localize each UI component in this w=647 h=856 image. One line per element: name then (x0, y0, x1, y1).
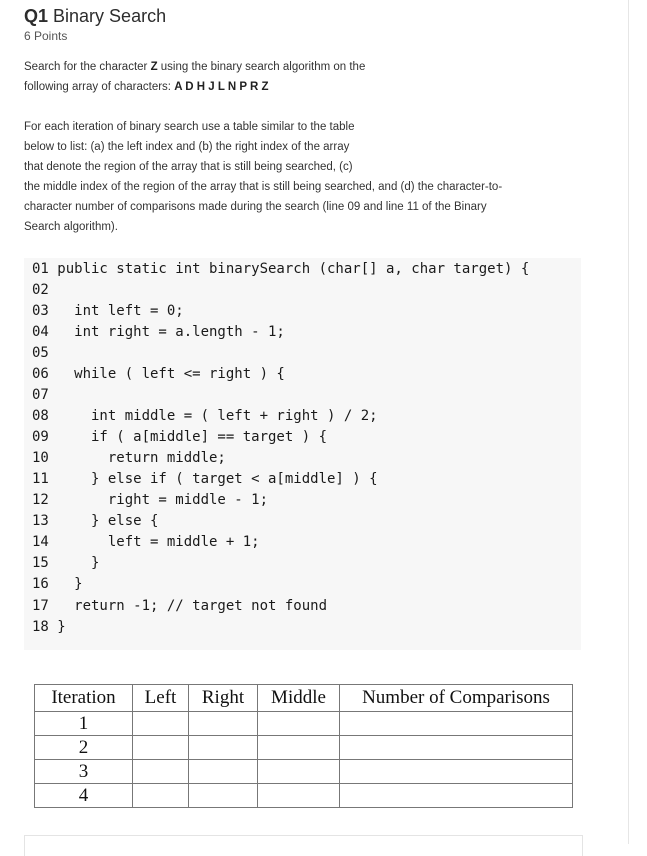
column-header: Right (189, 685, 258, 712)
code-line: 15 } (32, 555, 100, 571)
panel-divider (628, 0, 629, 844)
left-cell (133, 712, 189, 736)
column-header: Number of Comparisons (340, 685, 573, 712)
comparisons-cell (340, 784, 573, 808)
question-number: Q1 (24, 6, 49, 26)
left-cell (133, 760, 189, 784)
instruction-line: Search algorithm). (24, 221, 118, 233)
table-header-row (35, 685, 573, 712)
code-line: 04 int right = a.length - 1; (32, 324, 285, 340)
code-line: 12 right = middle - 1; (32, 492, 269, 508)
table-row (35, 784, 573, 808)
code-line: 08 int middle = ( left + right ) / 2; (32, 408, 378, 424)
intro-line-2: following array of characters: A D H J L N P R Z (24, 81, 269, 93)
code-line: 06 while ( left <= right ) { (32, 366, 285, 382)
table-row (35, 712, 573, 736)
code-line: 11 } else if ( target < a[middle] ) { (32, 471, 378, 487)
right-cell (189, 712, 258, 736)
instruction-line: that denote the region of the array that is still being searched, (c) (24, 161, 353, 173)
comparisons-cell (340, 712, 573, 736)
instruction-line: character number of comparisons made during the search (line 09 and line 11 of the Binary (24, 201, 487, 213)
intro-line-1: Search for the character Z using the binary search algorithm on the (24, 61, 366, 73)
code-line: 07 (32, 387, 49, 403)
code-line: 17 return -1; // target not found (32, 598, 328, 614)
middle-cell (258, 712, 340, 736)
left-cell (133, 736, 189, 760)
iteration-table (34, 684, 573, 808)
column-header: Iteration (35, 685, 133, 712)
target-character: Z (150, 61, 158, 73)
code-line: 10 return middle; (32, 450, 226, 466)
character-array: A D H J L N P R Z (174, 81, 269, 93)
table-row (35, 760, 573, 784)
left-cell (133, 784, 189, 808)
answer-box[interactable] (24, 835, 583, 856)
code-line: 13 } else { (32, 513, 159, 529)
right-cell (189, 736, 258, 760)
iteration-cell: 1 (35, 712, 133, 736)
instruction-line: below to list: (a) the left index and (b) the right index of the array (24, 141, 350, 153)
middle-cell (258, 784, 340, 808)
iteration-cell: 2 (35, 736, 133, 760)
code-block (24, 258, 581, 650)
middle-cell (258, 760, 340, 784)
code-line: 16 } (32, 576, 83, 592)
column-header: Left (133, 685, 189, 712)
instruction-line: the middle index of the region of the array that is still being searched, and (d) the character-to- (24, 181, 503, 193)
code-line: 09 if ( a[middle] == target ) { (32, 429, 328, 445)
question-heading (24, 6, 166, 27)
right-cell (189, 760, 258, 784)
intro-paragraph (24, 57, 365, 97)
middle-cell (258, 736, 340, 760)
code-line: 14 left = middle + 1; (32, 534, 260, 550)
iteration-table-wrapper (34, 684, 573, 808)
iteration-cell: 3 (35, 760, 133, 784)
iteration-cell: 4 (35, 784, 133, 808)
table-row (35, 736, 573, 760)
column-header: Middle (258, 685, 340, 712)
comparisons-cell (340, 736, 573, 760)
question-points: 6 Points (24, 29, 68, 43)
code-line: 02 (32, 282, 49, 298)
comparisons-cell (340, 760, 573, 784)
question-title: Binary Search (53, 6, 167, 26)
instruction-line: For each iteration of binary search use a table similar to the table (24, 121, 355, 133)
instructions-paragraph (24, 117, 502, 237)
code-line: 03 int left = 0; (32, 303, 184, 319)
code-line: 18 } (32, 619, 66, 635)
code-line: 01 public static int binarySearch (char[] a, char target) { (32, 261, 530, 277)
code-line: 05 (32, 345, 49, 361)
right-cell (189, 784, 258, 808)
